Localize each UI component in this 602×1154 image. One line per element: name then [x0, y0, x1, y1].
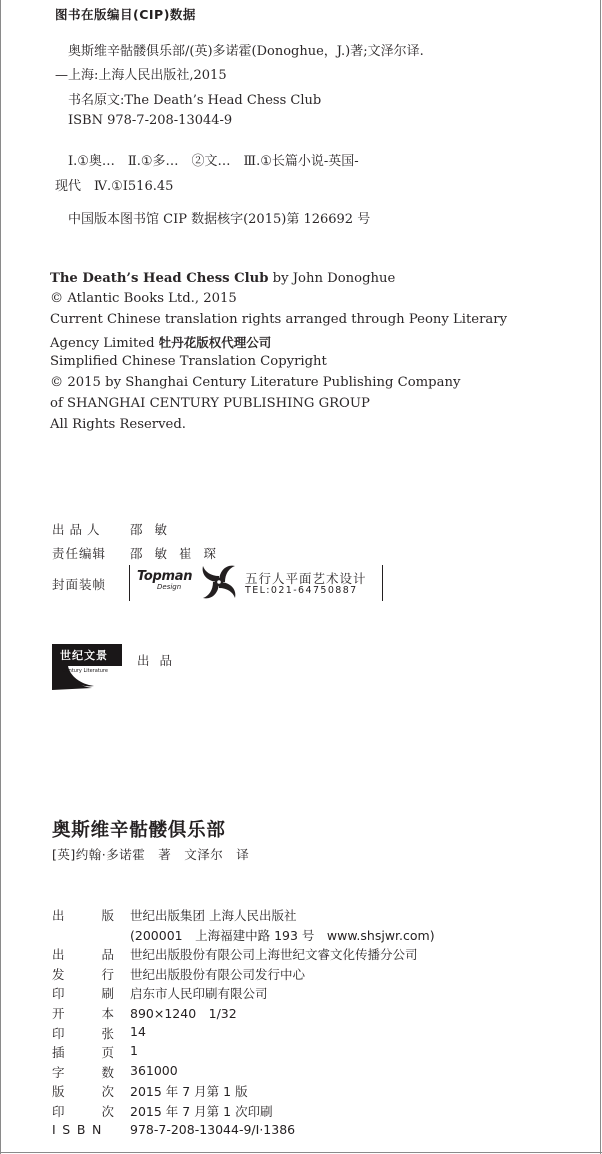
page-bottom-edge: [0, 1152, 602, 1153]
imprint-label: 插 页: [52, 1045, 114, 1060]
imprint-label: ISBN: [52, 1122, 108, 1137]
producer-label: 出品人: [52, 522, 105, 537]
imprint-label: 开 本: [52, 1006, 114, 1021]
imprint-label: 印 次: [52, 1104, 114, 1119]
design-brand-sub: Design: [157, 583, 182, 591]
imprint-value: 启东市人民印刷有限公司: [130, 986, 268, 1001]
copyright-line-8: All Rights Reserved.: [50, 417, 186, 432]
agency-cn: 牡丹花版权代理公司: [158, 335, 272, 350]
cip-line-2: —上海:上海人民出版社,2015: [55, 68, 227, 83]
copyright-line-3: Current Chinese translation rights arranged through Peony Literary: [50, 312, 508, 327]
cip-line-5: Ⅰ.①奥… Ⅱ.①多… ②文… Ⅲ.①长篇小说-英国-: [68, 154, 359, 169]
imprint-value: (200001 上海福建中路 193 号 www.shsjwr.com): [130, 928, 435, 943]
original-title: The Death’s Head Chess Club: [50, 271, 269, 286]
design-studio-tel: TEL:021-64750887: [245, 585, 358, 596]
logo-cn-text: 世纪文景: [60, 649, 108, 662]
cip-heading: 图书在版编目(CIP)数据: [55, 7, 196, 22]
publisher-suffix: 出品: [137, 653, 183, 668]
logo-en-text: Century Literature: [62, 668, 108, 674]
cip-line-3: 书名原文:The Death’s Head Chess Club: [68, 93, 322, 108]
cip-line-4: ISBN 978-7-208-13044-9: [68, 113, 233, 128]
design-divider-right: [382, 565, 383, 601]
copyright-line-2: © Atlantic Books Ltd., 2015: [50, 291, 237, 306]
book-title: 奥斯维辛骷髅俱乐部: [52, 820, 226, 841]
copyright-title-line: [50, 271, 395, 286]
producer-name: 邵敏: [130, 522, 180, 537]
design-divider-left: [129, 565, 130, 601]
cip-line-6: 现代 Ⅳ.①I516.45: [55, 179, 174, 194]
imprint-label: 出 品: [52, 947, 114, 962]
copyright-line-5: Simplified Chinese Translation Copyright: [50, 354, 327, 369]
topman-swirl-logo: [197, 560, 241, 604]
imprint-label: 出 版: [52, 908, 114, 923]
imprint-value: 1: [130, 1043, 138, 1058]
imprint-value: 14: [130, 1024, 146, 1039]
copyright-line-6: © 2015 by Shanghai Century Literature Publishing Company: [50, 375, 461, 390]
cover-design-label: 封面装帧: [52, 577, 107, 592]
imprint-value: 2015 年 7 月第 1 版: [130, 1084, 248, 1099]
agency-en: Agency Limited: [50, 336, 159, 351]
design-studio-name: 五行人平面艺术设计: [245, 571, 367, 586]
imprint-value: 2015 年 7 月第 1 次印刷: [130, 1104, 273, 1119]
design-brand: Topman: [137, 569, 193, 584]
page-right-edge: [600, 0, 601, 1154]
imprint-value: 世纪出版集团 上海人民出版社: [130, 908, 297, 923]
imprint-value: 世纪出版股份有限公司上海世纪文睿文化传播分公司: [130, 947, 418, 962]
book-author-line: [英]约翰·多诺霍 著 文泽尔 译: [52, 847, 250, 862]
imprint-label: 字 数: [52, 1065, 114, 1080]
cip-line-1: 奥斯维辛骷髅俱乐部/(英)多诺霍(Donoghue，J.)著;文泽尔译.: [68, 44, 424, 59]
imprint-value: 890×1240 1/32: [130, 1006, 237, 1021]
copyright-line-4: [50, 333, 271, 351]
editor-label: 责任编辑: [52, 546, 107, 561]
imprint-label: 版 次: [52, 1084, 114, 1099]
imprint-value: 世纪出版股份有限公司发行中心: [130, 967, 306, 982]
imprint-label: 发 行: [52, 967, 114, 982]
editor-names: 邵敏崔琛: [130, 546, 229, 561]
cip-line-7: 中国版本图书馆 CIP 数据核字(2015)第 126692 号: [68, 212, 371, 227]
page-left-edge: [0, 0, 1, 1154]
century-literature-logo: [52, 644, 122, 690]
imprint-label: 印 张: [52, 1026, 114, 1041]
imprint-value: 978-7-208-13044-9/I·1386: [130, 1122, 296, 1137]
copyright-line-7: of SHANGHAI CENTURY PUBLISHING GROUP: [50, 396, 370, 411]
original-author: by John Donoghue: [268, 271, 396, 286]
imprint-value: 361000: [130, 1063, 178, 1078]
imprint-label: 印 刷: [52, 986, 114, 1001]
